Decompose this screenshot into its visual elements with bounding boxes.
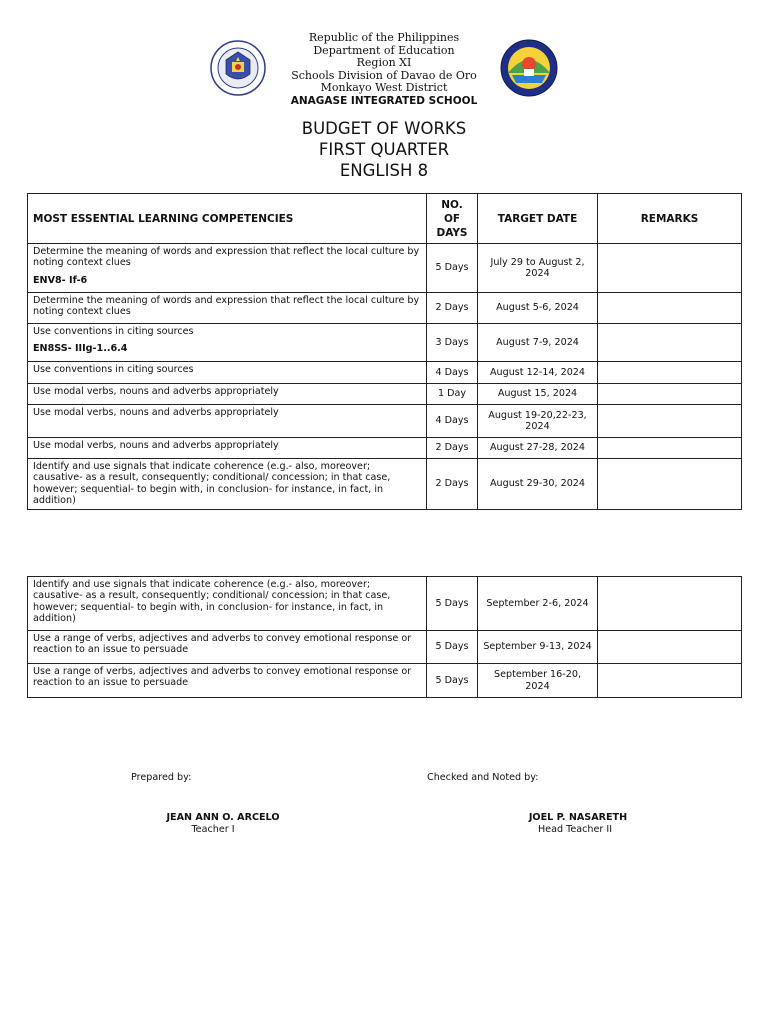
- target-date-cell: September 16-20, 2024: [478, 664, 598, 698]
- remarks-cell: [598, 362, 742, 384]
- checked-by-position: Head Teacher II: [537, 824, 613, 835]
- table-row: [28, 384, 742, 405]
- target-date-cell: August 12-14, 2024: [478, 362, 598, 384]
- competency-text: Use modal verbs, nouns and adverbs appropriately: [33, 386, 279, 397]
- checked-by-label: Checked and Noted by:: [427, 772, 539, 783]
- competency-text: Use a range of verbs, adjectives and adverbs to convey emotional response or reaction to an issue to persuade: [33, 633, 412, 656]
- competency-cell: [28, 324, 427, 362]
- table-header-row: [28, 194, 742, 244]
- remarks-cell: [598, 459, 742, 510]
- table-row: [28, 577, 742, 631]
- competency-text: Use modal verbs, nouns and adverbs appropriately: [33, 407, 279, 418]
- remarks-cell: [598, 438, 742, 459]
- signature-block: [0, 772, 768, 842]
- header-target-date: TARGET DATE: [478, 194, 598, 244]
- checked-by-name: JOEL P. NASARETH: [528, 812, 628, 823]
- budget-table: [27, 193, 742, 510]
- competency-cell: [28, 405, 427, 438]
- competency-cell: [28, 362, 427, 384]
- title-line-1: BUDGET OF WORKS: [301, 119, 467, 138]
- target-date-cell: September 9-13, 2024: [478, 631, 598, 664]
- district-line: Monkayo West District: [320, 81, 448, 95]
- days-cell: 2 Days: [427, 459, 478, 510]
- competency-text: Determine the meaning of words and expression that reflect the local culture by noting context clues: [33, 246, 420, 269]
- days-cell: 5 Days: [427, 631, 478, 664]
- document-title: [0, 118, 768, 181]
- days-cell: 4 Days: [427, 405, 478, 438]
- table-row: [28, 324, 742, 362]
- region-line: Region XI: [356, 56, 412, 70]
- target-date-cell: August 19-20,22-23, 2024: [478, 405, 598, 438]
- header-remarks: REMARKS: [598, 194, 742, 244]
- competency-text: Identify and use signals that indicate coherence (e.g.- also, moreover; causative- as a result, consequently; conditional/ concession; in that case, however; sequential- to begin with, in conclusion- for instance, in fact, in addition): [33, 579, 391, 625]
- days-cell: 3 Days: [427, 324, 478, 362]
- competency-cell: [28, 664, 427, 698]
- letterhead: [0, 32, 768, 108]
- school-name: ANAGASE INTEGRATED SCHOOL: [290, 94, 478, 107]
- header-days: NO. OF DAYS: [427, 194, 478, 244]
- days-cell: 1 Day: [427, 384, 478, 405]
- table-row: [28, 664, 742, 698]
- remarks-cell: [598, 384, 742, 405]
- division-line: Schools Division of Davao de Oro: [291, 68, 477, 82]
- remarks-cell: [598, 244, 742, 293]
- table-row: [28, 438, 742, 459]
- title-line-3: ENGLISH 8: [339, 161, 429, 180]
- competency-cell: [28, 459, 427, 510]
- target-date-cell: August 15, 2024: [478, 384, 598, 405]
- competency-text: Use modal verbs, nouns and adverbs appropriately: [33, 440, 279, 451]
- table-row: [28, 362, 742, 384]
- days-cell: 5 Days: [427, 664, 478, 698]
- remarks-cell: [598, 664, 742, 698]
- remarks-cell: [598, 293, 742, 324]
- competency-text: Use conventions in citing sources: [33, 364, 194, 375]
- table-row: [28, 244, 742, 293]
- table-row: [28, 293, 742, 324]
- prepared-by-name: JEAN ANN O. ARCELO: [166, 812, 280, 823]
- competency-cell: [28, 293, 427, 324]
- remarks-cell: [598, 324, 742, 362]
- competency-code: ENV8- If-6: [33, 274, 88, 286]
- target-date-cell: July 29 to August 2, 2024: [478, 244, 598, 293]
- target-date-cell: August 5-6, 2024: [478, 293, 598, 324]
- title-line-2: FIRST QUARTER: [318, 140, 450, 159]
- days-cell: 5 Days: [427, 577, 478, 631]
- days-cell: 2 Days: [427, 293, 478, 324]
- table-row: [28, 631, 742, 664]
- days-cell: 2 Days: [427, 438, 478, 459]
- target-date-cell: August 27-28, 2024: [478, 438, 598, 459]
- prepared-by-position: Teacher I: [191, 824, 235, 835]
- competency-text: Determine the meaning of words and expression that reflect the local culture by noting context clues: [33, 295, 420, 318]
- department-line: Department of Education: [313, 43, 455, 57]
- competency-text: Use conventions in citing sources: [33, 326, 194, 337]
- days-cell: 5 Days: [427, 244, 478, 293]
- competency-cell: [28, 577, 427, 631]
- header-competencies: MOST ESSENTIAL LEARNING COMPETENCIES: [28, 194, 427, 244]
- remarks-cell: [598, 577, 742, 631]
- target-date-cell: September 2-6, 2024: [478, 577, 598, 631]
- competency-cell: [28, 244, 427, 293]
- prepared-by-label: Prepared by:: [131, 772, 192, 783]
- budget-table-continued: [27, 576, 742, 698]
- table-row: [28, 405, 742, 438]
- table-row: [28, 459, 742, 510]
- republic-line: Republic of the Philippines: [308, 31, 460, 44]
- remarks-cell: [598, 405, 742, 438]
- competency-cell: [28, 438, 427, 459]
- target-date-cell: August 29-30, 2024: [478, 459, 598, 510]
- competency-text: Use a range of verbs, adjectives and adverbs to convey emotional response or reaction to an issue to persuade: [33, 666, 412, 689]
- competency-cell: [28, 631, 427, 664]
- competency-code: EN8SS- IIIg-1..6.4: [33, 343, 128, 355]
- days-cell: 4 Days: [427, 362, 478, 384]
- competency-cell: [28, 384, 427, 405]
- target-date-cell: August 7-9, 2024: [478, 324, 598, 362]
- competency-text: Identify and use signals that indicate coherence (e.g.- also, moreover; causative- as a result, consequently; conditional/ concession; in that case, however; sequential- to begin with, in conclusion- for instance, in fact, in addition): [33, 461, 391, 507]
- remarks-cell: [598, 631, 742, 664]
